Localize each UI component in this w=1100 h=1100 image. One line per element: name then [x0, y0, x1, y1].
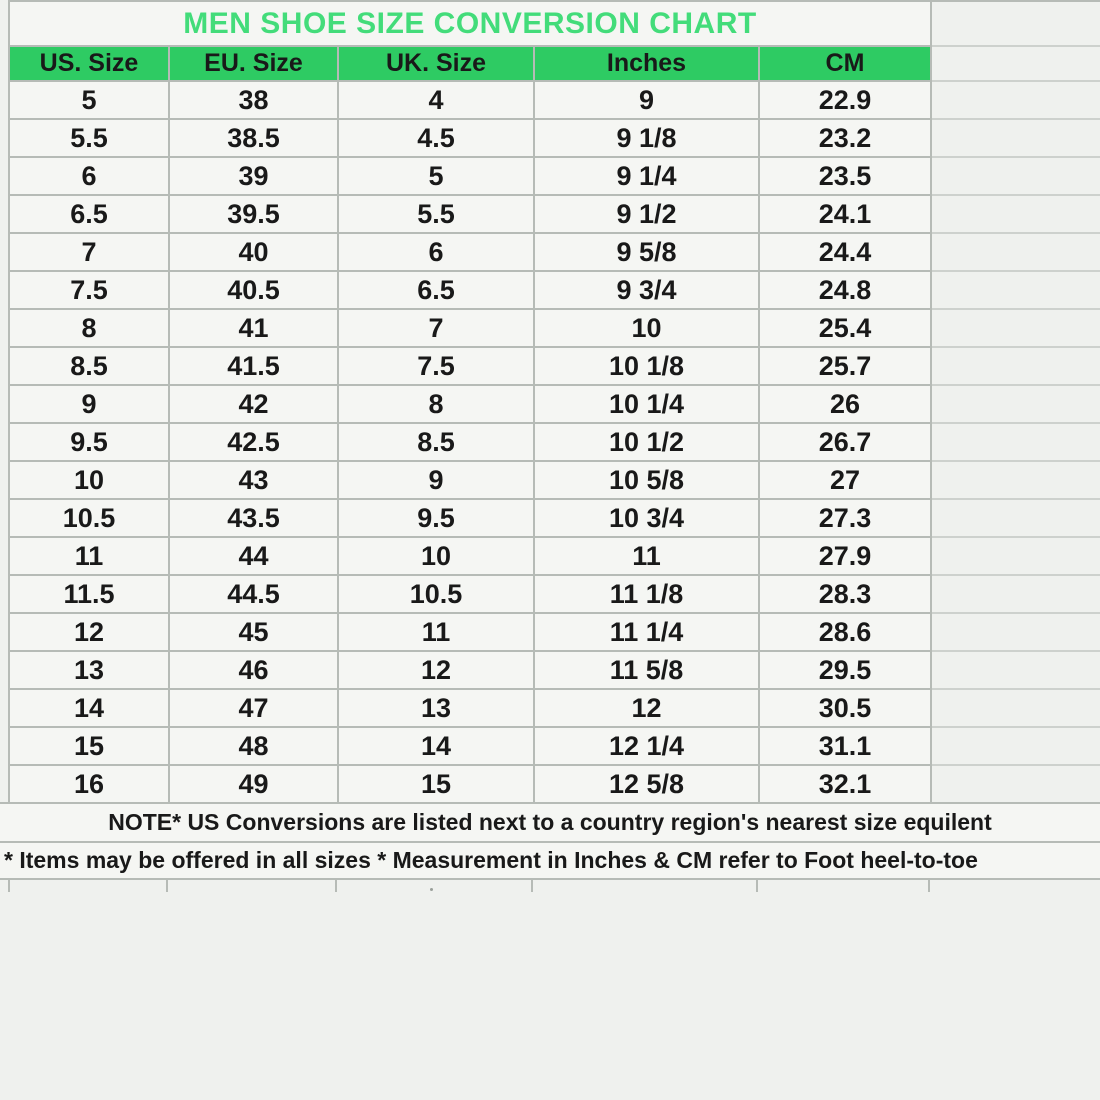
- empty-side-cell: [932, 158, 1100, 196]
- table-cell: 10 1/4: [535, 386, 760, 424]
- table-cell: 9: [10, 386, 170, 424]
- title-row: [10, 2, 1100, 47]
- table-row: [10, 576, 1100, 614]
- gridline-stub: [337, 880, 533, 892]
- column-header: US. Size: [10, 47, 170, 82]
- table-cell: 4: [339, 82, 535, 120]
- table-cell: 45: [170, 614, 339, 652]
- table-cell: 42.5: [170, 424, 339, 462]
- table-cell: 12 1/4: [535, 728, 760, 766]
- table-row: [10, 234, 1100, 272]
- table-cell: 9 3/4: [535, 272, 760, 310]
- table-cell: 39: [170, 158, 339, 196]
- table-cell: 10: [535, 310, 760, 348]
- table-cell: 14: [339, 728, 535, 766]
- table-cell: 9.5: [339, 500, 535, 538]
- table-cell: 7.5: [339, 348, 535, 386]
- table-cell: 12 5/8: [535, 766, 760, 804]
- table-cell: 15: [339, 766, 535, 804]
- table-cell: 46: [170, 652, 339, 690]
- table-cell: 11: [339, 614, 535, 652]
- table-cell: 10 5/8: [535, 462, 760, 500]
- table-cell: 11 1/8: [535, 576, 760, 614]
- table-row: [10, 196, 1100, 234]
- table-cell: 6.5: [339, 272, 535, 310]
- empty-side-cell: [932, 614, 1100, 652]
- table-cell: 10 3/4: [535, 500, 760, 538]
- empty-side-cell: [932, 690, 1100, 728]
- table-row: [10, 652, 1100, 690]
- table-row: [10, 690, 1100, 728]
- table-cell: 40.5: [170, 272, 339, 310]
- table-cell: 27.9: [760, 538, 932, 576]
- gridline-stub: [930, 880, 1100, 892]
- table-cell: 5.5: [10, 120, 170, 158]
- table-cell: 24.4: [760, 234, 932, 272]
- table-row: [10, 500, 1100, 538]
- table-cell: 30.5: [760, 690, 932, 728]
- table-cell: 7: [10, 234, 170, 272]
- table-cell: 9: [535, 82, 760, 120]
- empty-side-cell: [932, 424, 1100, 462]
- table-row: [10, 158, 1100, 196]
- table-cell: 42: [170, 386, 339, 424]
- table-cell: 11 5/8: [535, 652, 760, 690]
- table-cell: 27.3: [760, 500, 932, 538]
- empty-side-cell: [932, 310, 1100, 348]
- table-cell: 41.5: [170, 348, 339, 386]
- table-cell: 43: [170, 462, 339, 500]
- table-cell: 31.1: [760, 728, 932, 766]
- table-cell: 9.5: [10, 424, 170, 462]
- empty-side-cell: [932, 82, 1100, 120]
- table-row: [10, 766, 1100, 804]
- table-cell: 27: [760, 462, 932, 500]
- table-cell: 8.5: [10, 348, 170, 386]
- empty-side-cell: [932, 196, 1100, 234]
- column-header: Inches: [535, 47, 760, 82]
- table-body: [10, 82, 1100, 804]
- table-row: [10, 728, 1100, 766]
- table-cell: 9: [339, 462, 535, 500]
- table-cell: 5: [10, 82, 170, 120]
- table-cell: 7.5: [10, 272, 170, 310]
- table-cell: 28.6: [760, 614, 932, 652]
- gridline-stub: [8, 880, 168, 892]
- table-cell: 29.5: [760, 652, 932, 690]
- gridline-stub: [533, 880, 758, 892]
- table-cell: 12: [339, 652, 535, 690]
- table-cell: 44.5: [170, 576, 339, 614]
- table-header-row: [10, 47, 1100, 82]
- empty-side-cell: [932, 47, 1100, 82]
- table-cell: 15: [10, 728, 170, 766]
- table-cell: 10.5: [10, 500, 170, 538]
- table-cell: 10.5: [339, 576, 535, 614]
- table-cell: 22.9: [760, 82, 932, 120]
- table-row: [10, 424, 1100, 462]
- table-cell: 12: [10, 614, 170, 652]
- empty-side-cell: [932, 348, 1100, 386]
- table-cell: 28.3: [760, 576, 932, 614]
- table-cell: 32.1: [760, 766, 932, 804]
- table-cell: 12: [535, 690, 760, 728]
- column-header: UK. Size: [339, 47, 535, 82]
- table-cell: 8: [339, 386, 535, 424]
- table-cell: 25.7: [760, 348, 932, 386]
- empty-side-cell: [932, 766, 1100, 804]
- table-cell: 9 1/8: [535, 120, 760, 158]
- table-cell: 8: [10, 310, 170, 348]
- conversion-table: [8, 0, 1100, 804]
- table-cell: 6: [10, 158, 170, 196]
- table-cell: 4.5: [339, 120, 535, 158]
- table-cell: 48: [170, 728, 339, 766]
- table-cell: 44: [170, 538, 339, 576]
- empty-side-cell: [932, 576, 1100, 614]
- table-row: [10, 386, 1100, 424]
- empty-side-cell: [932, 728, 1100, 766]
- table-cell: 41: [170, 310, 339, 348]
- table-cell: 13: [10, 652, 170, 690]
- table-cell: 39.5: [170, 196, 339, 234]
- table-cell: 16: [10, 766, 170, 804]
- table-cell: 38.5: [170, 120, 339, 158]
- table-row: [10, 538, 1100, 576]
- table-cell: 6: [339, 234, 535, 272]
- empty-side-cell: [932, 120, 1100, 158]
- table-row: [10, 272, 1100, 310]
- table-cell: 47: [170, 690, 339, 728]
- table-cell: 7: [339, 310, 535, 348]
- table-cell: 11: [535, 538, 760, 576]
- note-line-2: * Items may be offered in all sizes * Measurement in Inches & CM refer to Foot heel-to-toe: [0, 841, 1100, 880]
- gridline-stub: [758, 880, 930, 892]
- table-row: [10, 614, 1100, 652]
- table-row: [10, 348, 1100, 386]
- empty-side-cell: [932, 462, 1100, 500]
- table-cell: 49: [170, 766, 339, 804]
- table-cell: 43.5: [170, 500, 339, 538]
- table-cell: 14: [10, 690, 170, 728]
- table-cell: 11 1/4: [535, 614, 760, 652]
- empty-side-cell: [932, 272, 1100, 310]
- table-cell: 23.2: [760, 120, 932, 158]
- column-header: CM: [760, 47, 932, 82]
- empty-side-cell: [932, 652, 1100, 690]
- empty-side-cell: [932, 234, 1100, 272]
- table-cell: 6.5: [10, 196, 170, 234]
- empty-side-cell: [932, 2, 1100, 47]
- table-cell: 10: [10, 462, 170, 500]
- table-cell: 24.1: [760, 196, 932, 234]
- table-cell: 38: [170, 82, 339, 120]
- page-title: MEN SHOE SIZE CONVERSION CHART: [10, 2, 932, 47]
- table-row: [10, 310, 1100, 348]
- empty-side-cell: [932, 500, 1100, 538]
- table-cell: 5.5: [339, 196, 535, 234]
- table-cell: 40: [170, 234, 339, 272]
- table-cell: 10: [339, 538, 535, 576]
- table-cell: 26: [760, 386, 932, 424]
- table-cell: 11.5: [10, 576, 170, 614]
- note-line-1: NOTE* US Conversions are listed next to a country region's nearest size equilent: [0, 802, 1100, 841]
- table-cell: 13: [339, 690, 535, 728]
- stray-mark: [430, 888, 433, 891]
- partial-grid-row: [8, 880, 1100, 892]
- table-cell: 10 1/2: [535, 424, 760, 462]
- notes-section: [0, 802, 1100, 880]
- table-cell: 26.7: [760, 424, 932, 462]
- empty-side-cell: [932, 386, 1100, 424]
- table-row: [10, 462, 1100, 500]
- table-cell: 10 1/8: [535, 348, 760, 386]
- table-cell: 9 5/8: [535, 234, 760, 272]
- table-cell: 5: [339, 158, 535, 196]
- table-cell: 8.5: [339, 424, 535, 462]
- table-cell: 9 1/4: [535, 158, 760, 196]
- table-cell: 25.4: [760, 310, 932, 348]
- table-cell: 23.5: [760, 158, 932, 196]
- column-header: EU. Size: [170, 47, 339, 82]
- empty-side-cell: [932, 538, 1100, 576]
- table-row: [10, 120, 1100, 158]
- table-cell: 24.8: [760, 272, 932, 310]
- gridline-stub: [168, 880, 337, 892]
- table-cell: 11: [10, 538, 170, 576]
- table-row: [10, 82, 1100, 120]
- table-cell: 9 1/2: [535, 196, 760, 234]
